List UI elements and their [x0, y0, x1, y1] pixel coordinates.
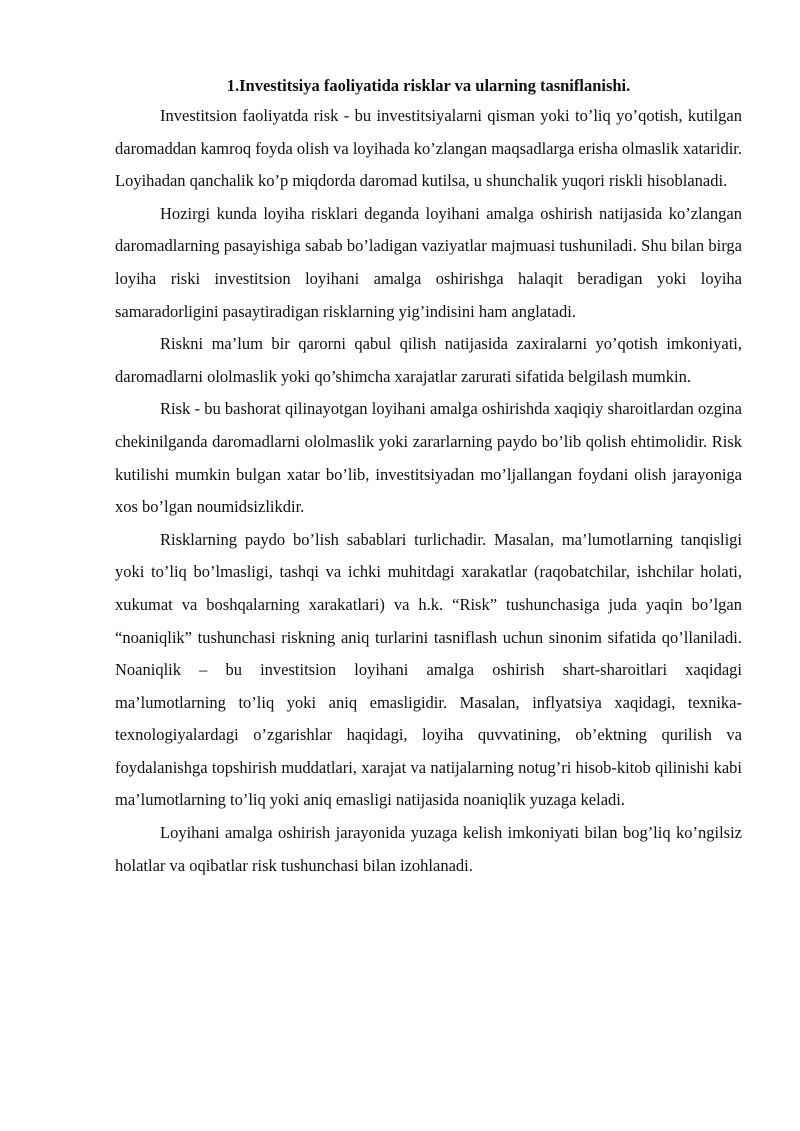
- paragraph-risk-concept: Loyihani amalga oshirish jarayonida yuzaga kelish imkoniyati bilan bog’liq ko’ngilsiz holatlar va oqibatlar risk tushunchasi bilan izohlanadi.: [115, 823, 742, 875]
- paragraph-risk-as-loss: Riskni ma’lum bir qarorni qabul qilish natijasida zaxiralarni yo’qotish imkoniyati, daromadlarni ololmaslik yoki qo’shimcha xarajatlar zarurati sifatida belgilash mumkin.: [115, 334, 742, 386]
- paragraph-risk-causes: Risklarning paydo bo’lish sabablari turlichadir. Masalan, ma’lumotlarning tanqisligi yoki to’liq bo’lmasligi, tashqi va ichki muhitdagi xarakatlar (raqobatchilar, ishchilar holati, xukumat va boshqalarning xarakatlari) va h.k. “Risk” tushunchasiga juda yaqin bo’lgan “noaniqlik” tushunchasi riskning aniq turlarini tasniflash uchun sinonim sifatida qo’llaniladi. Noaniqlik – bu investitsion loyihani amalga oshirish shart-sharoitlari xaqidagi ma’lumotlarning to’liq yoki aniq emasligidir. Masalan, inflyatsiya xaqidagi, texnika-texnologiyalardagi o’zgarishlar haqidagi, loyiha quvvatining, ob’ektning qurilish va foydalanishga topshirish muddatlari, xarajat va natijalarning notug’ri hisob-kitob qilinishi kabi ma’lumotlarning to’liq yoki aniq emasligi natijasida noaniqlik yuzaga keladi.: [115, 529, 742, 810]
- page-title: 1.Investitsiya faoliyatida risklar va ularning tasniflanishi.: [226, 76, 631, 95]
- paragraph-project-risks: Hozirgi kunda loyiha risklari deganda loyihani amalga oshirish natijasida ko’zlangan daromadlarning pasayishiga sabab bo’ladigan vaziyatlar majmuasi tushuniladi. Shu bilan birga loyiha riski investitsion loyihani amalga oshirishga halaqit beradigan yoki loyiha samaradorligini pasaytiradigan risklarning yig’indisini ham anglatadi.: [115, 203, 742, 321]
- paragraph-risk-probability: Risk - bu bashorat qilinayotgan loyihani amalga oshirishda xaqiqiy sharoitlardan ozgina chekinilganda daromadlarni ololmaslik yoki zararlarning paydo bo’lib qolish ehtimolidir. Risk kutilishi mumkin bulgan xatar bo’lib, investitsiyadan mo’ljallangan foydani olish jarayoniga xos bo’lgan noumidsizlikdir.: [115, 399, 742, 517]
- paragraph-risk-definition: Investitsion faoliyatda risk - bu investitsiyalarni qisman yoki to’liq yo’qotish, kutilgan daromaddan kamroq foyda olish va loyihada ko’zlangan maqsadlarga erisha olmaslik xataridir. Loyihadan qanchalik ko’p miqdorda daromad kutilsa, u shunchalik yuqori riskli hisoblanadi.: [115, 106, 742, 191]
